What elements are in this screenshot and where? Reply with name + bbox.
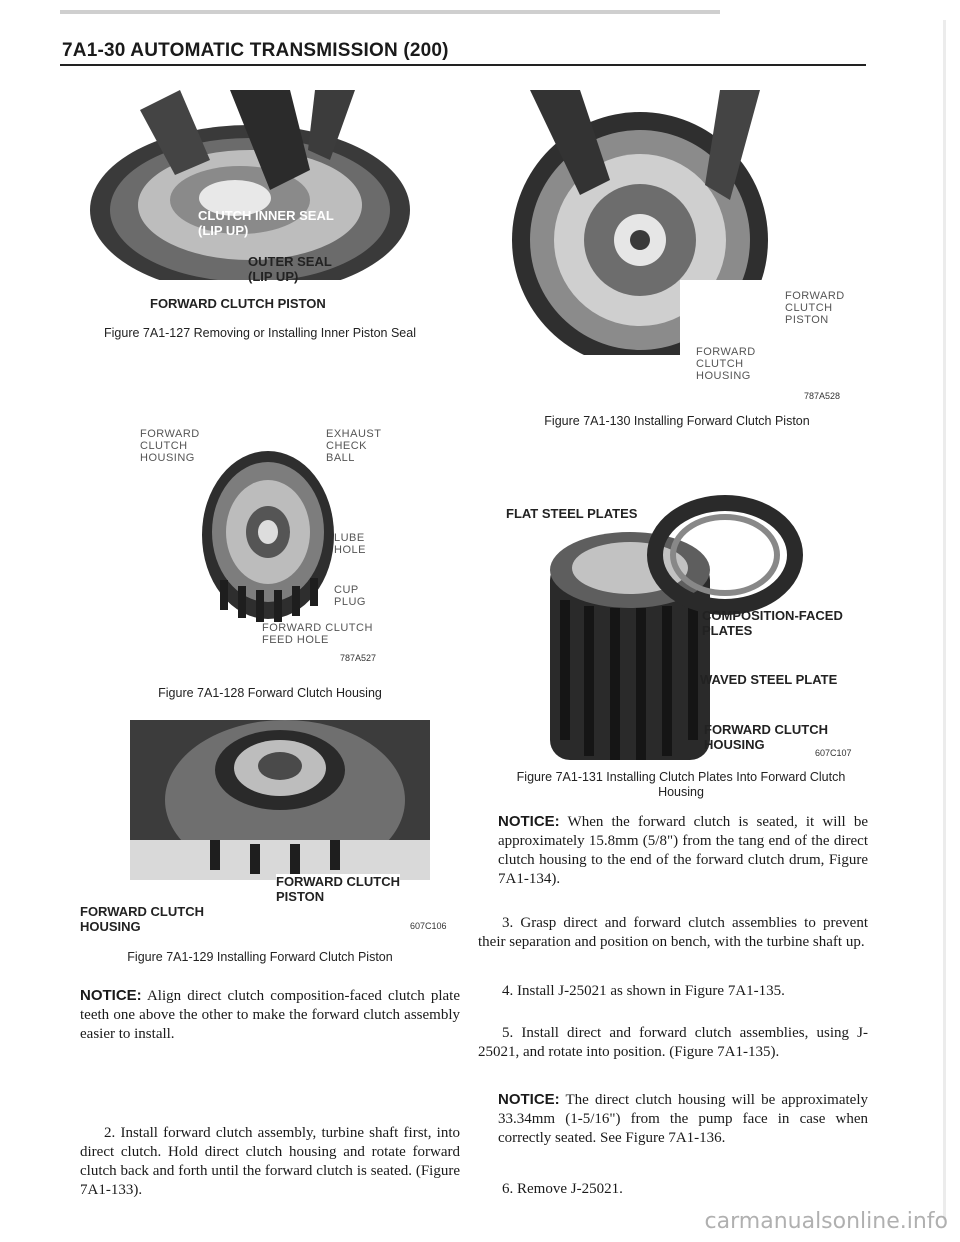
figure-130-code: 787A528	[804, 391, 841, 401]
figure-129-code: 607C106	[410, 921, 447, 931]
header-rule	[60, 64, 866, 66]
figure-131-caption: Figure 7A1-131 Installing Clutch Plates Into Forward Clutch Housing	[516, 770, 846, 799]
label-flat-steel-plates: FLAT STEEL PLATES	[506, 506, 638, 521]
figure-128-caption: Figure 7A1-128 Forward Clutch Housing	[158, 686, 382, 700]
label-waved-steel-plate: WAVED STEEL PLATE	[700, 672, 838, 687]
page-header: 7A1-30 AUTOMATIC TRANSMISSION (200)	[62, 40, 449, 61]
label-composition-faced-plates: COMPOSITION-FACED PLATES	[702, 608, 843, 638]
label-forward-clutch-housing-129: FORWARD CLUTCH HOUSING	[80, 904, 204, 934]
notice-align-composition-plates	[80, 986, 460, 1044]
label-forward-clutch-piston-130: FORWARD CLUTCH PISTON	[785, 290, 845, 326]
figure-127-photo	[80, 90, 410, 310]
label-forward-clutch-housing-130: FORWARD CLUTCH HOUSING	[696, 346, 756, 382]
label-forward-clutch-housing-131: FORWARD CLUTCH HOUSING	[704, 722, 828, 752]
notice-label: NOTICE:	[498, 813, 560, 830]
notice-direct-clutch-housing	[498, 1090, 868, 1148]
notice-body: The direct clutch housing will be approximately 33.34mm (1-5/16") from the pump face in case when correctly seated. See Figure 7A1-136.	[498, 1092, 868, 1146]
notice-body: Align direct clutch composition-faced clutch plate teeth one above the other to make the forward clutch assembly easier to install.	[80, 988, 460, 1042]
notice-body: When the forward clutch is seated, it will be approximately 15.8mm (5/8") from the tang end of the direct clutch housing to the end of the forward clutch drum, Figure 7A1-134).	[498, 814, 868, 887]
notice-label: NOTICE:	[80, 987, 142, 1004]
figure-129-photo	[110, 720, 450, 880]
step-5-text: 5. Install direct and forward clutch assemblies, using J-25021, and rotate into position. (Figure 7A1-135).	[478, 1025, 868, 1060]
label-forward-clutch-housing: FORWARD CLUTCH HOUSING	[140, 428, 200, 464]
watermark: carmanualsonline.info	[704, 1209, 948, 1234]
notice-label: NOTICE:	[498, 1091, 560, 1108]
label-cup-plug: CUP PLUG	[334, 584, 366, 608]
figure-127-caption: Figure 7A1-127 Removing or Installing Inner Piston Seal	[104, 326, 416, 340]
label-forward-clutch-piston: FORWARD CLUTCH PISTON	[150, 296, 326, 311]
figure-128-photo	[190, 440, 340, 630]
step-2-text: 2. Install forward clutch assembly, turbine shaft first, into direct clutch. Hold direct clutch housing and rotate forward clutch back and forth until the forward clutch is seated. (Figure 7A1-133).	[80, 1125, 460, 1198]
figure-129-caption: Figure 7A1-129 Installing Forward Clutch Piston	[127, 950, 393, 964]
label-outer-seal: OUTER SEAL (LIP UP)	[248, 254, 332, 284]
label-lube-hole: LUBE HOLE	[334, 532, 366, 556]
figure-130-caption: Figure 7A1-130 Installing Forward Clutch Piston	[544, 414, 810, 428]
figure-128-code: 787A527	[340, 653, 377, 663]
top-scan-line	[60, 10, 720, 14]
figure-131-code: 607C107	[815, 748, 852, 758]
step-6-text: 6. Remove J-25021.	[502, 1181, 623, 1197]
notice-forward-clutch-seated	[498, 812, 868, 889]
label-clutch-inner-seal: CLUTCH INNER SEAL (LIP UP)	[198, 208, 334, 238]
label-exhaust-check-ball: EXHAUST CHECK BALL	[326, 428, 382, 464]
label-forward-clutch-piston-129: FORWARD CLUTCH PISTON	[276, 874, 400, 904]
label-forward-clutch-feed-hole: FORWARD CLUTCH FEED HOLE	[262, 622, 373, 646]
step-4-text: 4. Install J-25021 as shown in Figure 7A1-135.	[502, 983, 785, 999]
page-edge-shadow	[943, 20, 946, 1220]
step-3-text: 3. Grasp direct and forward clutch assemblies to prevent their separation and position on bench, with the turbine shaft up.	[478, 915, 868, 950]
